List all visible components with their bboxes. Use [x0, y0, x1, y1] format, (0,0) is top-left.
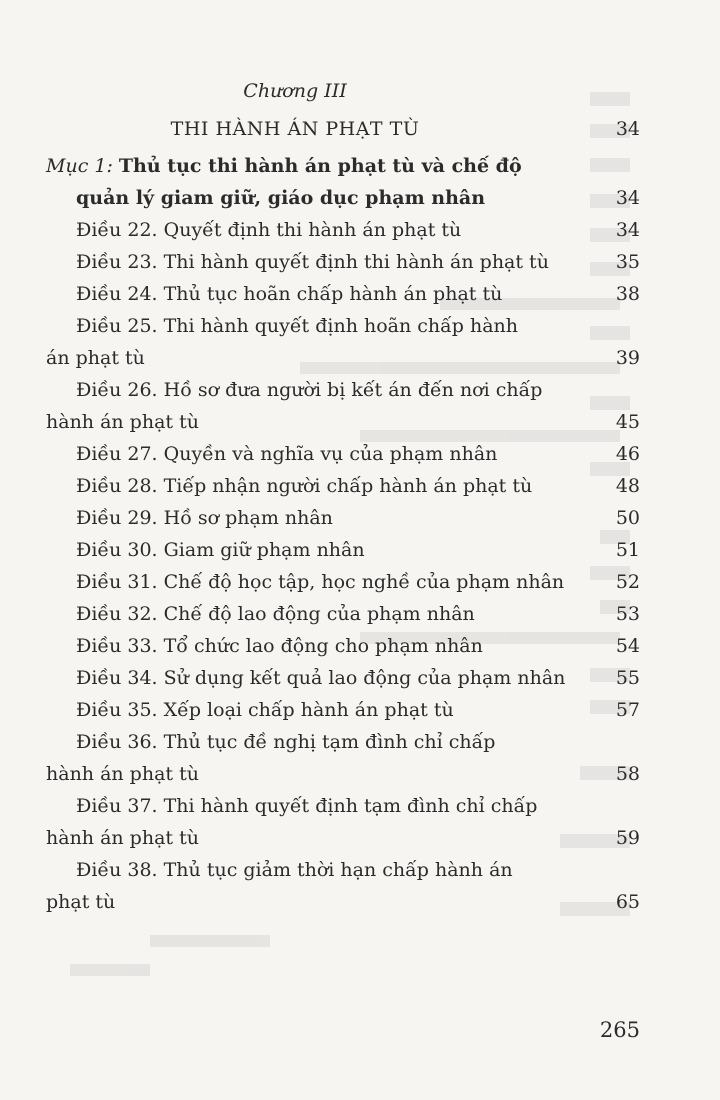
- toc-page-number: 51: [615, 539, 640, 561]
- toc-entry-line: Điều 30. Giam giữ phạm nhân: [76, 539, 365, 561]
- toc-entry-line: Điều 27. Quyền và nghĩa vụ của phạm nhân: [76, 443, 498, 465]
- toc-entry: [46, 630, 640, 662]
- toc-entry-line: Điều 32. Chế độ lao động của phạm nhân: [76, 603, 475, 625]
- toc-section-line: [46, 150, 640, 182]
- toc-page-number: 46: [615, 443, 640, 465]
- toc-entry: [46, 662, 640, 694]
- toc-entry-line: hành án phạt tù: [46, 763, 199, 785]
- toc-page-number: 58: [615, 763, 640, 785]
- chapter-label: Chương III: [243, 80, 347, 102]
- toc-entry-line: Điều 38. Thủ tục giảm thời hạn chấp hành án: [76, 859, 513, 881]
- toc-entry-line: Điều 26. Hồ sơ đưa người bị kết án đến nơi chấp: [76, 379, 543, 401]
- chapter-title: THI HÀNH ÁN PHẠT TÙ: [170, 118, 420, 140]
- toc-page-number: 59: [615, 827, 640, 849]
- toc-entry: [46, 214, 640, 246]
- toc-page-number: 35: [615, 251, 640, 273]
- toc-section: [46, 150, 640, 214]
- toc-entry: [46, 534, 640, 566]
- toc-entry-line: Điều 23. Thi hành quyết định thi hành án phạt tù: [76, 251, 549, 273]
- chapter-page-number: 34: [615, 118, 640, 140]
- footer-page-number: 265: [599, 1018, 640, 1042]
- toc-entry-line: phạt tù: [46, 891, 116, 913]
- toc-entry-line: Điều 25. Thi hành quyết định hoãn chấp hành: [76, 315, 519, 337]
- toc-entry: [46, 470, 640, 502]
- toc-entry: [46, 566, 640, 598]
- toc-entry-line: Điều 33. Tổ chức lao động cho phạm nhân: [76, 635, 483, 657]
- toc-page-number: 54: [615, 635, 640, 657]
- toc-entry: [46, 278, 640, 310]
- toc-entry: [46, 310, 640, 374]
- toc-entry: [46, 246, 640, 278]
- toc-entry-line: hành án phạt tù: [46, 411, 199, 433]
- toc-entry: [46, 502, 640, 534]
- toc-entry-line: án phạt tù: [46, 347, 145, 369]
- section-title-line1: Thủ tục thi hành án phạt tù và chế độ: [118, 155, 522, 177]
- toc-page-number: 48: [615, 475, 640, 497]
- toc-entry: [46, 790, 640, 854]
- toc-page-number: 38: [615, 283, 640, 305]
- toc-entry-list: [46, 214, 640, 918]
- toc-page-number: 39: [615, 347, 640, 369]
- toc-entry: [46, 374, 640, 438]
- toc-entries: [46, 150, 640, 918]
- toc-page-number: 34: [615, 219, 640, 241]
- toc-entry-line: Điều 29. Hồ sơ phạm nhân: [76, 507, 333, 529]
- toc-page-number: 50: [615, 507, 640, 529]
- toc-entry-line: Điều 24. Thủ tục hoãn chấp hành án phạt tù: [76, 283, 503, 305]
- toc-entry-line: Điều 37. Thi hành quyết định tạm đình chỉ chấp: [76, 795, 538, 817]
- toc-page-number: 52: [615, 571, 640, 593]
- toc-entry: [46, 598, 640, 630]
- section-title-line2: quản lý giam giữ, giáo dục phạm nhân: [76, 187, 486, 209]
- toc-page-number: 57: [615, 699, 640, 721]
- toc-entry: [46, 854, 640, 918]
- toc-entry: [46, 726, 640, 790]
- toc-page-number: 45: [615, 411, 640, 433]
- toc-entry: [46, 694, 640, 726]
- toc-page-number: 34: [615, 187, 640, 209]
- toc-entry-line: hành án phạt tù: [46, 827, 199, 849]
- section-prefix: Mục 1:: [46, 155, 113, 177]
- toc-entry-line: Điều 22. Quyết định thi hành án phạt tù: [76, 219, 462, 241]
- toc-entry-line: Điều 34. Sử dụng kết quả lao động của phạm nhân: [76, 667, 566, 689]
- toc-entry-line: Điều 31. Chế độ học tập, học nghề của phạm nhân: [76, 571, 565, 593]
- toc-entry-line: Điều 28. Tiếp nhận người chấp hành án phạt tù: [76, 475, 533, 497]
- toc-entry-line: Điều 36. Thủ tục đề nghị tạm đình chỉ chấp: [76, 731, 496, 753]
- toc-entry: [46, 438, 640, 470]
- toc-page-number: 65: [615, 891, 640, 913]
- toc-page-number: 55: [615, 667, 640, 689]
- toc-entry-line: Điều 35. Xếp loại chấp hành án phạt tù: [76, 699, 454, 721]
- toc-page-number: 53: [615, 603, 640, 625]
